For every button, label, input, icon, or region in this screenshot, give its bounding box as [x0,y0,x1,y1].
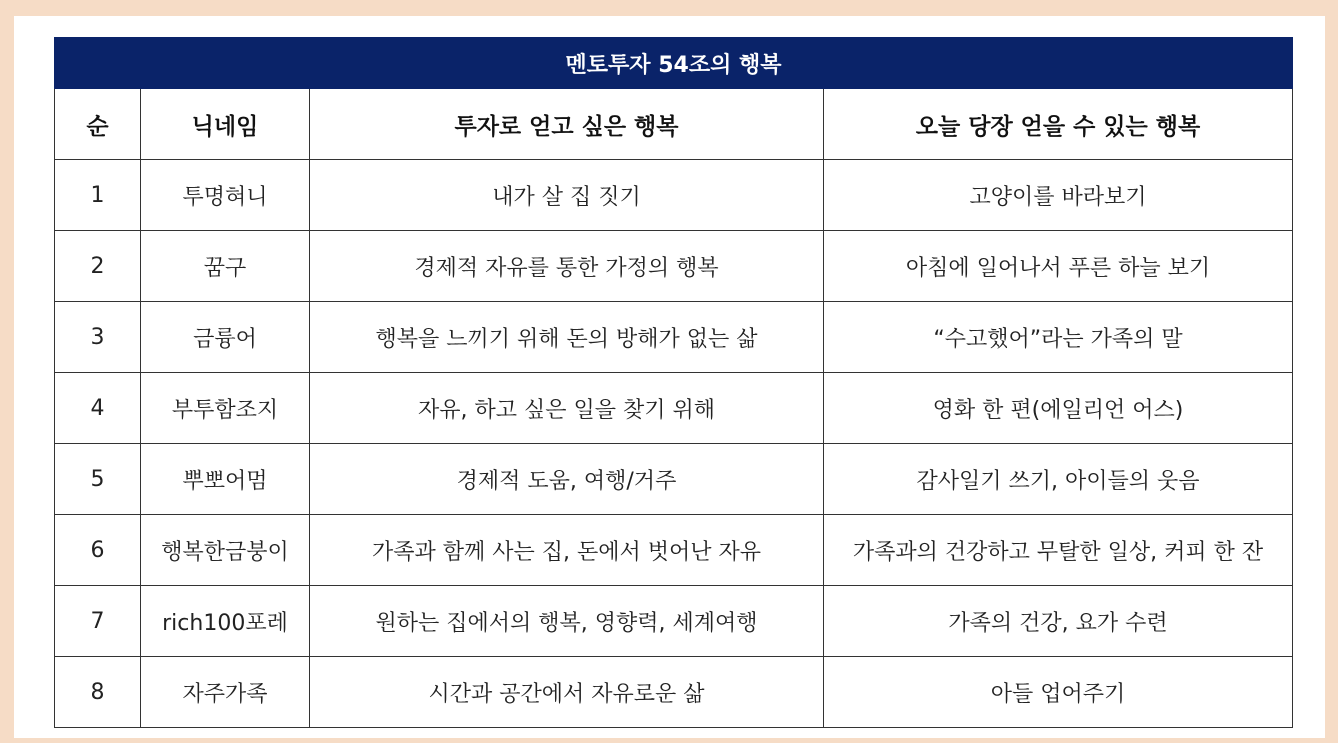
column-header-row [55,89,1293,160]
row-number: 4 [55,373,141,444]
table-row [55,515,1293,586]
table-row [55,657,1293,728]
column-header-investment-happiness: 투자로 얻고 싶은 행복 [310,89,824,160]
row-investment-happiness: 자유, 하고 싶은 일을 찾기 위해 [310,373,824,444]
row-investment-happiness: 행복을 느끼기 위해 돈의 방해가 없는 삶 [310,302,824,373]
row-number: 5 [55,444,141,515]
row-number: 8 [55,657,141,728]
row-number: 6 [55,515,141,586]
row-nickname: 금륭어 [141,302,310,373]
row-today-happiness: 고양이를 바라보기 [824,160,1293,231]
row-investment-happiness: 내가 살 집 짓기 [310,160,824,231]
table-row [55,160,1293,231]
row-today-happiness: “수고했어”라는 가족의 말 [824,302,1293,373]
row-nickname: 행복한금붕이 [141,515,310,586]
row-investment-happiness: 경제적 자유를 통한 가정의 행복 [310,231,824,302]
table-row [55,444,1293,515]
row-nickname: rich100포레 [141,586,310,657]
row-nickname: 꿈구 [141,231,310,302]
row-nickname: 부투함조지 [141,373,310,444]
happiness-table [54,37,1293,728]
row-investment-happiness: 시간과 공간에서 자유로운 삶 [310,657,824,728]
slide [14,16,1325,738]
row-nickname: 투명혀니 [141,160,310,231]
table-title: 멘토투자 54조의 행복 [55,38,1293,89]
happiness-table-container [54,37,1292,728]
row-today-happiness: 감사일기 쓰기, 아이들의 웃음 [824,444,1293,515]
row-nickname: 자주가족 [141,657,310,728]
row-investment-happiness: 경제적 도움, 여행/거주 [310,444,824,515]
row-today-happiness: 가족과의 건강하고 무탈한 일상, 커피 한 잔 [824,515,1293,586]
row-nickname: 뿌뽀어멈 [141,444,310,515]
row-today-happiness: 영화 한 편(에일리언 어스) [824,373,1293,444]
row-number: 1 [55,160,141,231]
column-header-number: 순 [55,89,141,160]
row-today-happiness: 가족의 건강, 요가 수련 [824,586,1293,657]
column-header-today-happiness: 오늘 당장 얻을 수 있는 행복 [824,89,1293,160]
row-number: 2 [55,231,141,302]
row-today-happiness: 아들 업어주기 [824,657,1293,728]
table-row [55,231,1293,302]
row-investment-happiness: 원하는 집에서의 행복, 영향력, 세계여행 [310,586,824,657]
table-row [55,373,1293,444]
row-today-happiness: 아침에 일어나서 푸른 하늘 보기 [824,231,1293,302]
table-row [55,302,1293,373]
row-number: 3 [55,302,141,373]
column-header-nickname: 닉네임 [141,89,310,160]
row-investment-happiness: 가족과 함께 사는 집, 돈에서 벗어난 자유 [310,515,824,586]
row-number: 7 [55,586,141,657]
table-row [55,586,1293,657]
